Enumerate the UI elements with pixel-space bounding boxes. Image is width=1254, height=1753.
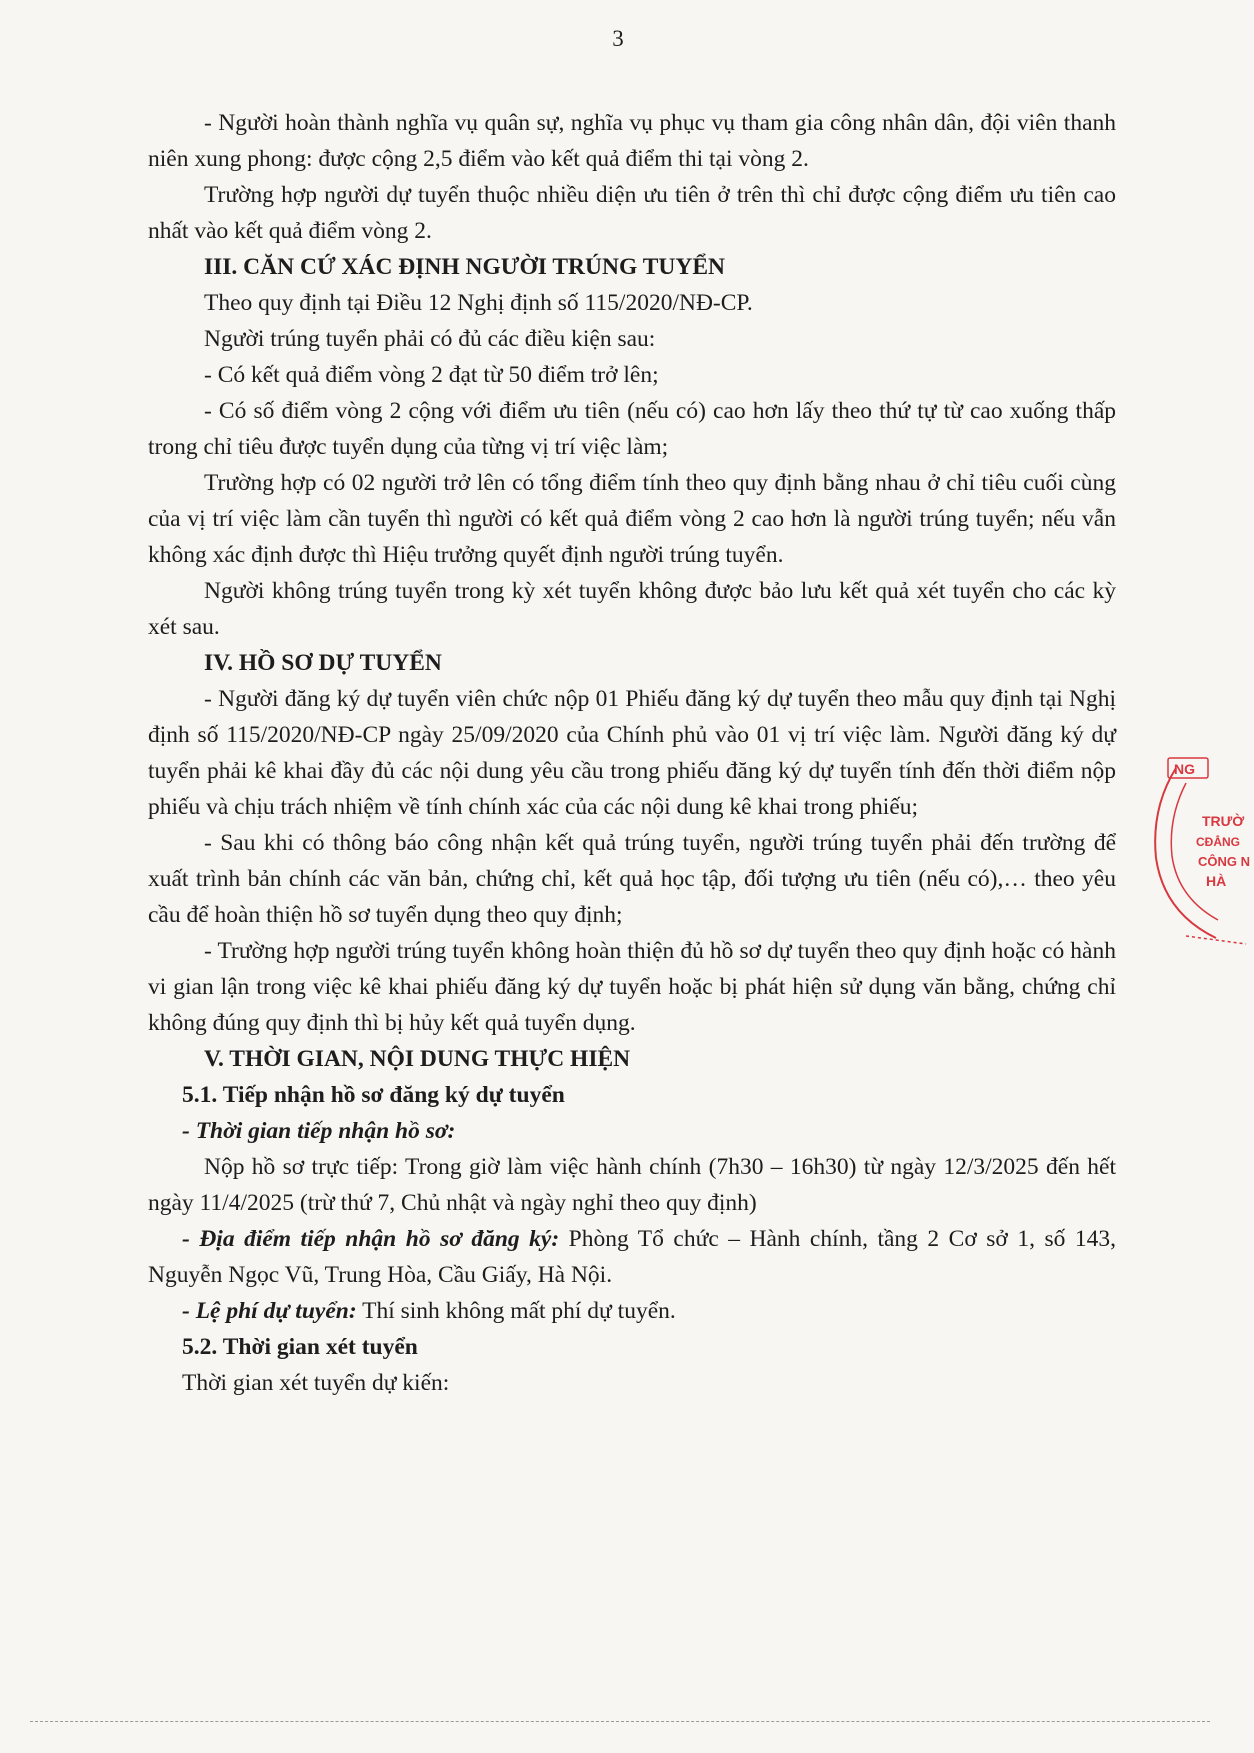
paragraph-multiple-priority: Trường hợp người dự tuyển thuộc nhiều diện ưu tiên ở trên thì chỉ được cộng điểm ưu tiên cao nhất vào kết quả điểm vòng 2. [148, 182, 1116, 244]
document-body [148, 105, 1116, 1401]
label-time: - Thời gian tiếp nhận hồ sơ: [182, 1118, 456, 1144]
fee-text: Thí sinh không mất phí dự tuyển. [356, 1298, 676, 1324]
page-number: 3 [612, 26, 624, 51]
stamp-text-4: CÔNG N [1198, 854, 1250, 869]
label-fee: - Lệ phí dự tuyển: [182, 1298, 357, 1324]
paragraph-expected-time: Thời gian xét tuyển dự kiến: [182, 1370, 450, 1396]
paragraph-military-service: - Người hoàn thành nghĩa vụ quân sự, nghĩa vụ phục vụ tham gia công nhân dân, đội viên thanh niên xung phong: được cộng 2,5 điểm vào kết quả điểm thi tại vòng 2. [148, 110, 1116, 172]
paragraph-condition-ranking: - Có số điểm vòng 2 cộng với điểm ưu tiên (nếu có) cao hơn lấy theo thứ tự từ cao xuống thấp trong chỉ tiêu được tuyển dụng của từng vị trí việc làm; [148, 398, 1116, 460]
section-heading-iii: III. CĂN CỨ XÁC ĐỊNH NGƯỜI TRÚNG TUYỂN [204, 254, 725, 280]
red-seal-stamp [1146, 738, 1254, 978]
stamp-text-5: HÀ [1206, 873, 1227, 889]
subsection-heading-5-1: 5.1. Tiếp nhận hồ sơ đăng ký dự tuyển [182, 1082, 565, 1108]
paragraph-registration-form: - Người đăng ký dự tuyển viên chức nộp 01 Phiếu đăng ký dự tuyển theo mẫu quy định tại Nghị định số 115/2020/NĐ-CP ngày 25/09/2020 của Chính phủ vào 01 vị trí việc làm. Người đăng ký dự tuyển phải kê khai đầy đủ các nội dung yêu cầu trong phiếu đăng ký dự tuyển tính đến thời điểm nộp phiếu và chịu trách nhiệm về tính chính xác của các nội dung kê khai trong phiếu; [148, 686, 1116, 820]
paragraph-legal-basis: Theo quy định tại Điều 12 Nghị định số 115/2020/NĐ-CP. [204, 290, 753, 316]
paragraph-direct-submission: Nộp hồ sơ trực tiếp: Trong giờ làm việc hành chính (7h30 – 16h30) từ ngày 12/3/2025 đến hết ngày 11/4/2025 (trừ thứ 7, Chủ nhật và ngày nghỉ theo quy định) [148, 1154, 1116, 1216]
subsection-heading-5-2: 5.2. Thời gian xét tuyển [182, 1334, 418, 1360]
label-time-line [148, 1113, 1116, 1149]
paragraph-no-reserve: Người không trúng tuyển trong kỳ xét tuyển không được bảo lưu kết quả xét tuyển cho các kỳ xét sau. [148, 578, 1116, 640]
place-text: Phòng Tổ chức – Hành chính, tầng 2 Cơ sở 1, số 143, Nguyễn Ngọc Vũ, Trung Hòa, Cầu Giấy, Hà Nội. [148, 1226, 1116, 1288]
paragraph-conditions-intro: Người trúng tuyển phải có đủ các điều kiện sau: [204, 326, 656, 352]
paragraph-submit-originals: - Sau khi có thông báo công nhận kết quả trúng tuyển, người trúng tuyển phải đến trường để xuất trình bản chính các văn bản, chứng chỉ, kết quả học tập, đối tượng ưu tiên (nếu có),… theo yêu cầu để hoàn thiện hồ sơ tuyển dụng theo quy định; [148, 830, 1116, 928]
paragraph-condition-score: - Có kết quả điểm vòng 2 đạt từ 50 điểm trở lên; [204, 362, 659, 388]
stamp-text-1: NG [1174, 761, 1195, 777]
section-heading-iv: IV. HỒ SƠ DỰ TUYỂN [204, 650, 442, 676]
paragraph-cancel-result: - Trường hợp người trúng tuyển không hoàn thiện đủ hồ sơ dự tuyển theo quy định hoặc có hành vi gian lận trong việc kê khai phiếu đăng ký dự tuyển hoặc bị phát hiện sử dụng văn bằng, chứng chỉ không đúng quy định thì bị hủy kết quả tuyển dụng. [148, 938, 1116, 1036]
label-place: - Địa điểm tiếp nhận hồ sơ đăng ký: [182, 1226, 560, 1252]
bottom-rule [30, 1721, 1210, 1722]
fee-line [148, 1293, 1116, 1329]
section-heading-v: V. THỜI GIAN, NỘI DUNG THỰC HIỆN [204, 1046, 631, 1072]
stamp-text-2: TRƯỜ [1202, 813, 1245, 829]
stamp-text-3: CĐẲNG [1196, 835, 1240, 849]
paragraph-tie-break: Trường hợp có 02 người trở lên có tổng điểm tính theo quy định bằng nhau ở chỉ tiêu cuối cùng của vị trí việc làm cần tuyển thì người có kết quả điểm vòng 2 cao hơn là người trúng tuyển; nếu vẫn không xác định được thì Hiệu trưởng quyết định người trúng tuyển. [148, 470, 1116, 568]
place-line [148, 1221, 1116, 1293]
